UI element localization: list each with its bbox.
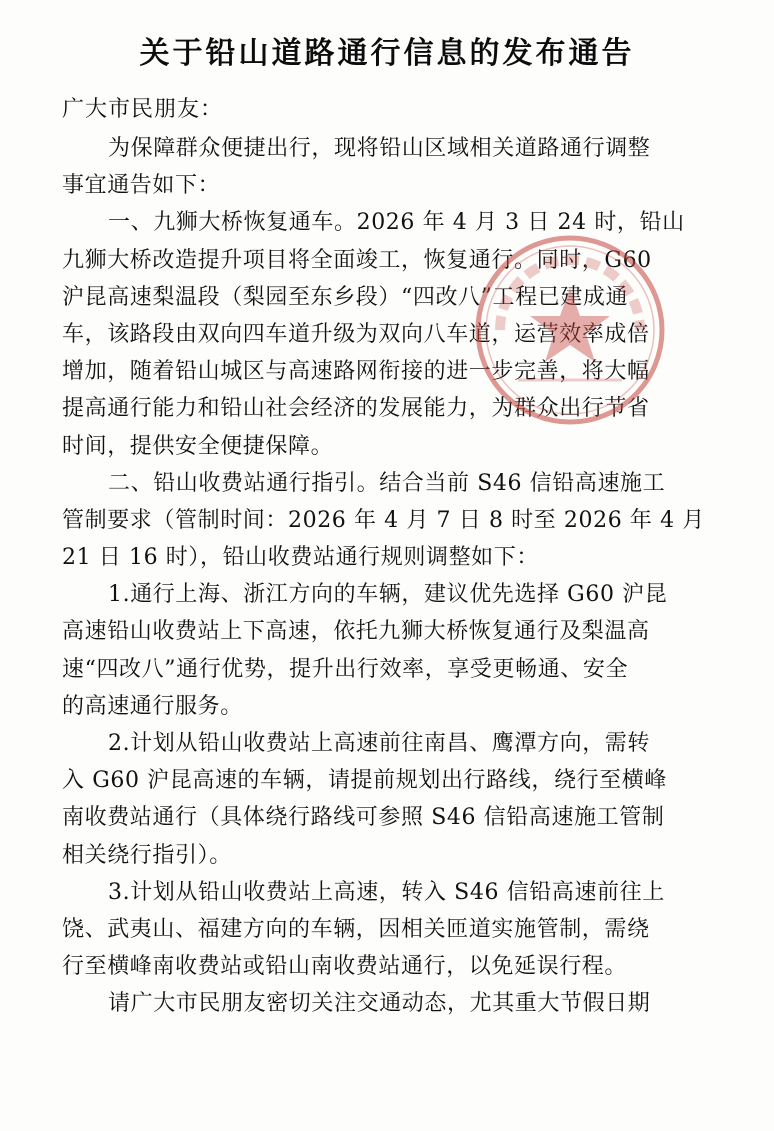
greeting-text: 广大市民朋友： [62,97,224,122]
body-line: 相关绕行指引）。 [62,842,232,868]
body-line: 请广大市民朋友密切关注交通动态，尤其重大节假日期 [108,991,651,1017]
body-line: 九狮大桥改造提升项目将全面竣工，恢复通行。同时，G60 [62,247,652,273]
body-line: 高速铅山收费站上下高速，依托九狮大桥恢复通行及梨温高 [62,619,650,645]
document-title: 关于铅山道路通行信息的发布通告 [139,36,635,71]
body-line: 车，该路段由双向四车道升级为双向八车道，运营效率成倍 [62,321,650,347]
body-line: 为保障群众便捷出行，现将铅山区域相关道路通行调整 [108,136,651,161]
body-line: 入 G60 沪昆高速的车辆，请提前规划出行路线，绕行至横峰 [62,768,667,794]
body-line: 时间，提供安全便捷保障。 [62,433,334,459]
body-line: 南收费站通行（具体绕行路线可参照 S46 信铅高速施工管制 [62,805,665,831]
body-line: 提高通行能力和铅山社会经济的发展能力，为群众出行节省 [62,396,650,422]
body-line: 一、九狮大桥恢复通车。2026 年 4 月 3 日 24 时，铅山 [108,210,685,236]
body-line: 管制要求（管制时间：2026 年 4 月 7 日 8 时至 2026 年 4 月 [62,507,705,533]
body-line: 饶、武夷山、福建方向的车辆，因相关匝道实施管制，需绕 [62,916,650,942]
body-line: 2.计划从铅山收费站上高速前往南昌、鹰潭方向，需转 [108,731,650,756]
body-line: 3.计划从铅山收费站上高速，转入 S46 信铅高速前往上 [108,879,665,905]
body-line: 二、铅山收费站通行指引。结合当前 S46 信铅高速施工 [108,470,666,496]
body-line: 行至横峰南收费站或铅山南收费站通行，以免延误行程。 [62,954,628,980]
body-line: 的高速通行服务。 [62,693,243,719]
body-line: 速“四改八”通行优势，提升出行效率，享受更畅通、安全 [62,656,629,682]
body-line: 21 日 16 时），铅山收费站通行规则调整如下： [62,545,539,571]
body-text [62,130,722,1023]
body-line: 1.通行上海、浙江方向的车辆，建议优先选择 G60 沪昆 [108,582,668,608]
body-line: 沪昆高速梨温段（梨园至东乡段）“四改八”工程已建成通 [62,284,629,310]
body-line: 增加，随着铅山城区与高速路网衔接的进一步完善，将大幅 [62,359,650,385]
body-line: 事宜通告如下： [62,173,221,199]
